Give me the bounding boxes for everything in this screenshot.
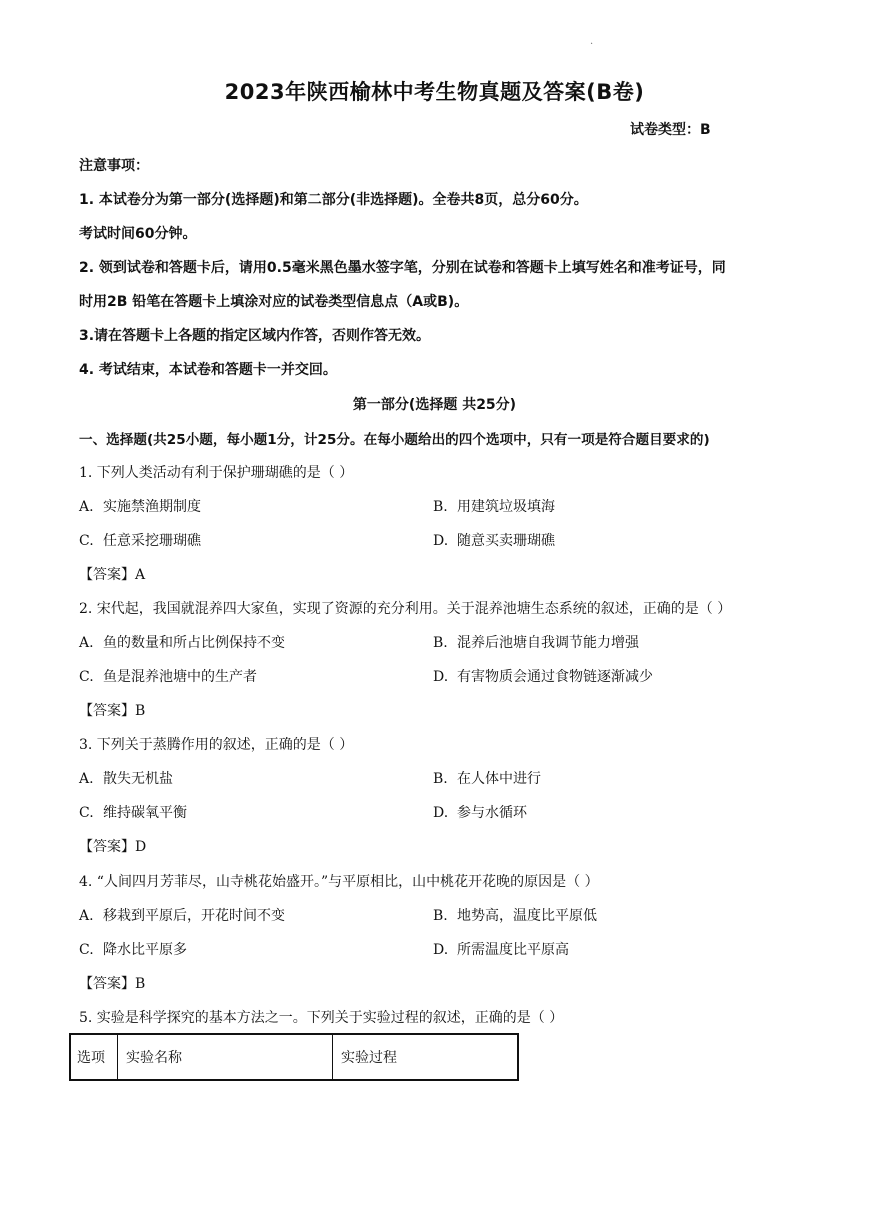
- option-b: B. 在人体中进行: [433, 771, 541, 787]
- option-d: D. 随意买卖珊瑚礁: [433, 533, 555, 549]
- option-c: C. 降水比平原多: [79, 942, 187, 958]
- paper-type-label: 试卷类型：B: [630, 122, 711, 138]
- option-b: B. 地势高，温度比平原低: [433, 908, 597, 924]
- option-a: A. 散失无机盐: [79, 771, 173, 787]
- answer-label: 【答案】B: [79, 703, 146, 719]
- notice-line: 考试时间60分钟。: [79, 226, 197, 242]
- table-header-cell: 实验过程: [333, 1034, 519, 1080]
- option-c: C. 任意采挖珊瑚礁: [79, 533, 201, 549]
- notice-line: 2. 领到试卷和答题卡后，请用0.5毫米黑色墨水签字笔，分别在试卷和答题卡上填写姓名和准考证号，同: [79, 260, 726, 276]
- section-title: 第一部分(选择题 共25分): [352, 397, 517, 413]
- table-header-cell: 选项: [70, 1034, 118, 1080]
- option-a: A. 实施禁渔期制度: [79, 499, 201, 515]
- option-d: D. 有害物质会通过食物链逐渐减少: [433, 669, 653, 685]
- notice-heading: 注意事项：: [79, 158, 149, 174]
- answer-label: 【答案】B: [79, 976, 146, 992]
- question-stem: 5. 实验是科学探究的基本方法之一。下列关于实验过程的叙述，正确的是（ ）: [79, 1010, 564, 1026]
- option-c: C. 维持碳氧平衡: [79, 805, 187, 821]
- option-c: C. 鱼是混养池塘中的生产者: [79, 669, 257, 685]
- answer-label: 【答案】D: [79, 839, 147, 855]
- notice-line: 1. 本试卷分为第一部分(选择题)和第二部分(非选择题)。全卷共8页，总分60分。: [79, 192, 588, 208]
- answer-label: 【答案】A: [79, 567, 146, 583]
- page-dot: .: [590, 36, 594, 47]
- option-b: B. 混养后池塘自我调节能力增强: [433, 635, 639, 651]
- option-b: B. 用建筑垃圾填海: [433, 499, 555, 515]
- question-stem: 3. 下列关于蒸腾作用的叙述，正确的是（ ）: [79, 737, 354, 753]
- notice-line: 4. 考试结束，本试卷和答题卡一并交回。: [79, 362, 337, 378]
- option-a: A. 鱼的数量和所占比例保持不变: [79, 635, 285, 651]
- experiment-table: [69, 1033, 519, 1081]
- option-d: D. 所需温度比平原高: [433, 942, 569, 958]
- notice-line: 3.请在答题卡上各题的指定区域内作答，否则作答无效。: [79, 328, 431, 344]
- page-title: 2023年陕西榆林中考生物真题及答案(B卷): [224, 80, 645, 104]
- option-d: D. 参与水循环: [433, 805, 527, 821]
- question-stem: 1. 下列人类活动有利于保护珊瑚礁的是（ ）: [79, 465, 354, 481]
- question-stem: 4. “人间四月芳菲尽，山寺桃花始盛开。”与平原相比，山中桃花开花晚的原因是（ ）: [79, 874, 599, 890]
- section-instruction: 一、选择题(共25小题，每小题1分，计25分。在每小题给出的四个选项中，只有一项是符合题目要求的): [79, 432, 710, 448]
- option-a: A. 移栽到平原后，开花时间不变: [79, 908, 285, 924]
- table-header-cell: 实验名称: [118, 1034, 333, 1080]
- notice-line: 时用2B 铅笔在答题卡上填涂对应的试卷类型信息点（A或B)。: [79, 294, 469, 310]
- table-header-row: [70, 1034, 518, 1080]
- question-stem: 2. 宋代起，我国就混养四大家鱼，实现了资源的充分利用。关于混养池塘生态系统的叙述，正确的是（ ）: [79, 601, 732, 617]
